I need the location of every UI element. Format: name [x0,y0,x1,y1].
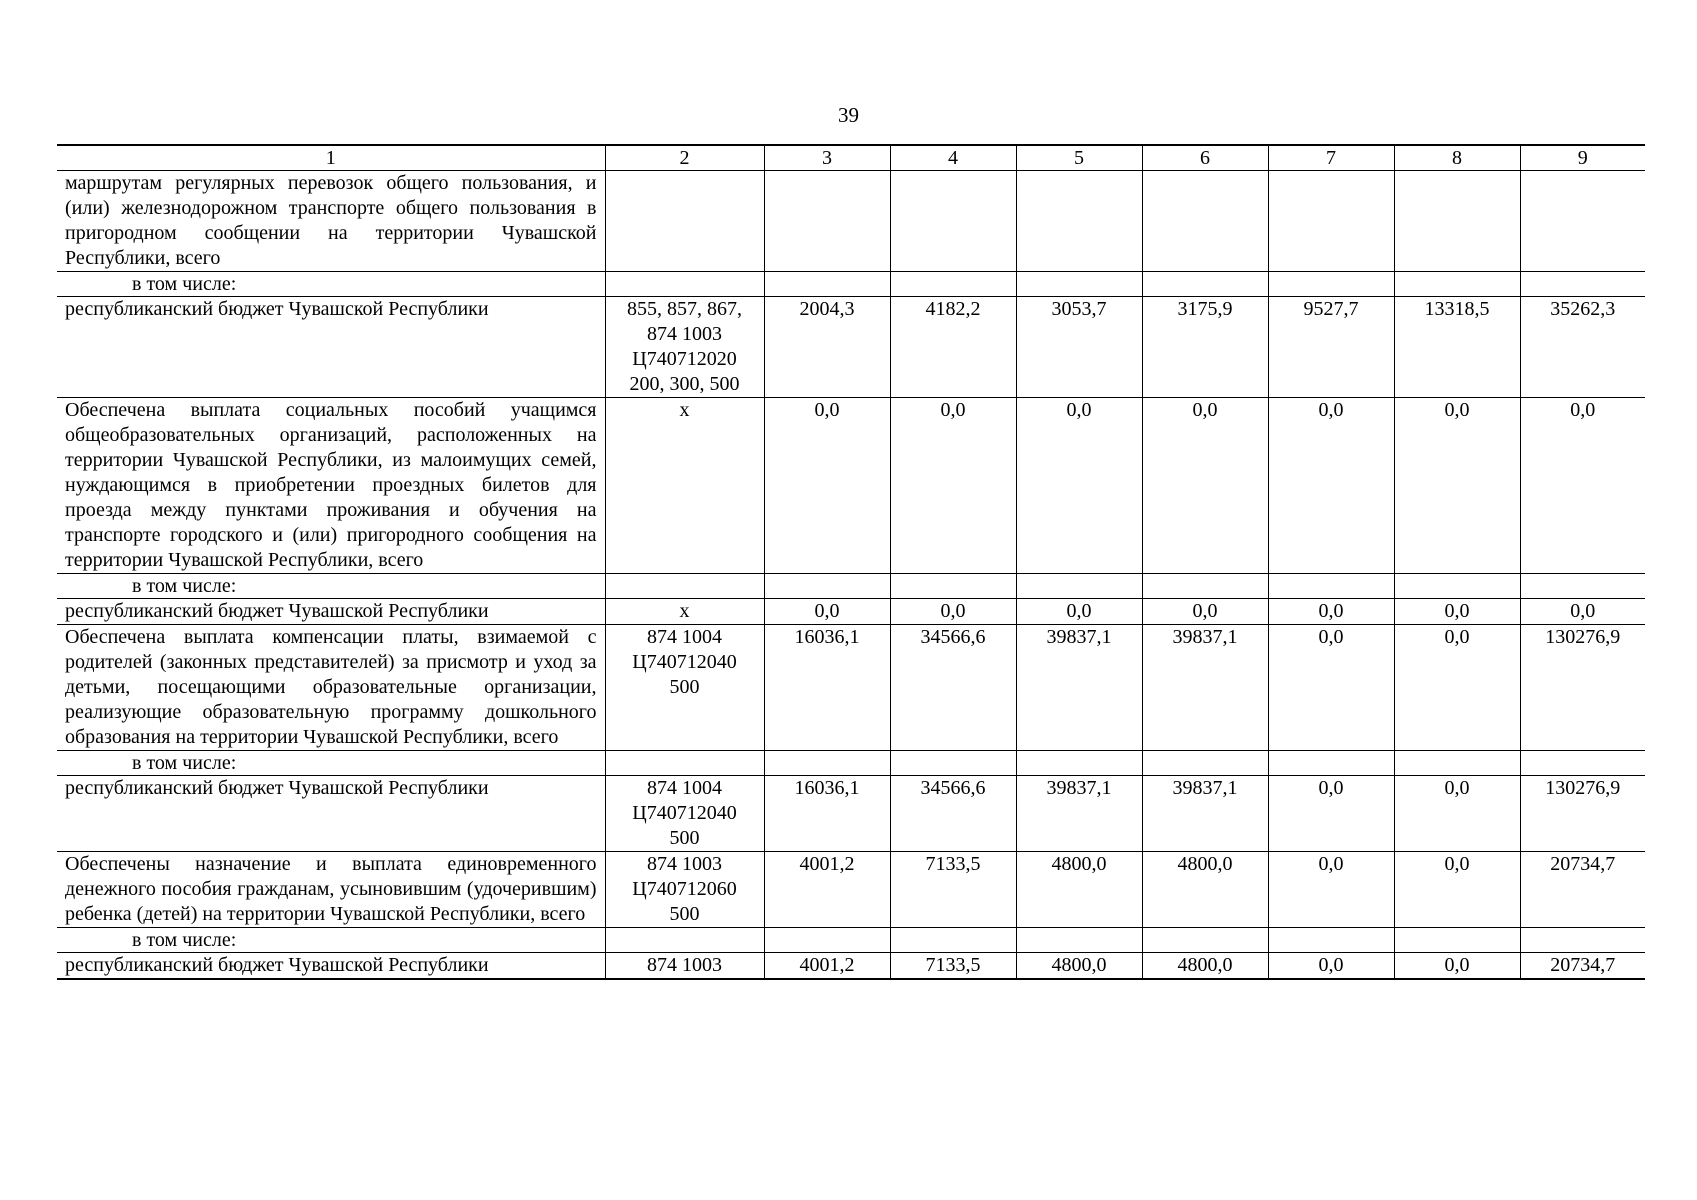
amount-cell: 3175,9 [1142,297,1268,398]
row-description: республиканский бюджет Чувашской Республики [57,297,605,398]
budget-code: 874 1003 [605,953,764,980]
table-row [57,625,1645,751]
amount-cell: 0,0 [764,398,890,574]
amount-cell: 2004,3 [764,297,890,398]
amount-cell [1016,574,1142,599]
amount-cell: 13318,5 [1394,297,1520,398]
amount-cell [1142,574,1268,599]
budget-code: x [605,398,764,574]
row-description: в том числе: [57,751,605,776]
amount-cell: 4800,0 [1016,852,1142,928]
amount-cell [1268,928,1394,953]
amount-cell [1142,272,1268,297]
amount-cell: 0,0 [1016,599,1142,625]
budget-table [57,144,1645,980]
budget-code: 874 1004 Ц740712040 500 [605,776,764,852]
amount-cell [1268,171,1394,272]
amount-cell [1142,928,1268,953]
row-description: в том числе: [57,928,605,953]
amount-cell: 0,0 [1142,599,1268,625]
amount-cell: 0,0 [1394,599,1520,625]
amount-cell: 4800,0 [1142,852,1268,928]
amount-cell: 0,0 [1268,953,1394,980]
amount-cell: 0,0 [1268,599,1394,625]
amount-cell [890,574,1016,599]
amount-cell: 0,0 [1142,398,1268,574]
table-row [57,599,1645,625]
row-description: Обеспечена выплата компенсации платы, взимаемой с родителей (законных представителей) за присмотр и уход за детьми, посещающими образовательные организации, реализующие образовательную программу дошкольного образования на территории Чувашской Республики, всего [57,625,605,751]
amount-cell [1016,171,1142,272]
row-description: в том числе: [57,272,605,297]
budget-code: x [605,599,764,625]
amount-cell: 0,0 [1520,599,1645,625]
amount-cell: 20734,7 [1520,852,1645,928]
budget-code [605,171,764,272]
budget-code [605,574,764,599]
amount-cell: 0,0 [1268,776,1394,852]
amount-cell: 0,0 [1016,398,1142,574]
column-number: 4 [890,145,1016,171]
amount-cell: 9527,7 [1268,297,1394,398]
amount-cell [1520,574,1645,599]
amount-cell [764,272,890,297]
amount-cell: 4182,2 [890,297,1016,398]
amount-cell: 0,0 [1394,953,1520,980]
column-number: 7 [1268,145,1394,171]
amount-cell: 34566,6 [890,625,1016,751]
row-description: республиканский бюджет Чувашской Республики [57,953,605,980]
amount-cell: 7133,5 [890,852,1016,928]
page-number: 39 [838,103,859,127]
amount-cell [1268,751,1394,776]
amount-cell: 0,0 [1520,398,1645,574]
column-number: 5 [1016,145,1142,171]
amount-cell: 0,0 [1268,398,1394,574]
amount-cell: 39837,1 [1016,625,1142,751]
amount-cell [764,171,890,272]
table-row [57,171,1645,272]
amount-cell: 39837,1 [1142,776,1268,852]
amount-cell [764,928,890,953]
column-number: 1 [57,145,605,171]
amount-cell [890,171,1016,272]
budget-code [605,928,764,953]
subtotal-label-row [57,272,1645,297]
budget-code: 855, 857, 867, 874 1003 Ц740712020 200, 300, 500 [605,297,764,398]
column-number: 9 [1520,145,1645,171]
amount-cell: 35262,3 [1520,297,1645,398]
amount-cell: 4001,2 [764,852,890,928]
budget-code [605,272,764,297]
amount-cell [1520,751,1645,776]
table-row [57,398,1645,574]
amount-cell: 4001,2 [764,953,890,980]
row-description: республиканский бюджет Чувашской Республики [57,599,605,625]
column-number: 2 [605,145,764,171]
amount-cell: 130276,9 [1520,625,1645,751]
amount-cell [1268,272,1394,297]
amount-cell: 16036,1 [764,625,890,751]
amount-cell: 20734,7 [1520,953,1645,980]
amount-cell: 34566,6 [890,776,1016,852]
amount-cell: 7133,5 [890,953,1016,980]
table-row [57,852,1645,928]
amount-cell [764,751,890,776]
amount-cell: 4800,0 [1016,953,1142,980]
amount-cell [1016,272,1142,297]
amount-cell [1394,574,1520,599]
amount-cell [764,574,890,599]
amount-cell [1142,751,1268,776]
amount-cell [1520,928,1645,953]
amount-cell: 16036,1 [764,776,890,852]
amount-cell [890,751,1016,776]
amount-cell [1394,928,1520,953]
column-number: 6 [1142,145,1268,171]
subtotal-label-row [57,751,1645,776]
amount-cell [1394,751,1520,776]
amount-cell: 3053,7 [1016,297,1142,398]
subtotal-label-row [57,574,1645,599]
amount-cell: 0,0 [1394,776,1520,852]
amount-cell: 0,0 [1268,625,1394,751]
amount-cell: 130276,9 [1520,776,1645,852]
amount-cell [1142,171,1268,272]
column-number: 8 [1394,145,1520,171]
table-row [57,953,1645,980]
amount-cell: 0,0 [890,599,1016,625]
amount-cell [1520,272,1645,297]
row-description: Обеспечены назначение и выплата единовременного денежного пособия гражданам, усыновившим (удочерившим) ребенка (детей) на территории Чувашской Республики, всего [57,852,605,928]
table-row [57,776,1645,852]
row-description: в том числе: [57,574,605,599]
subtotal-label-row [57,928,1645,953]
budget-code [605,751,764,776]
amount-cell [1394,272,1520,297]
amount-cell [1394,171,1520,272]
column-number: 3 [764,145,890,171]
row-description: маршрутам регулярных перевозок общего пользования, и (или) железнодорожном транспорте общего пользования в пригородном сообщении на территории Чувашской Республики, всего [57,171,605,272]
amount-cell: 0,0 [890,398,1016,574]
table-row [57,297,1645,398]
budget-code: 874 1004 Ц740712040 500 [605,625,764,751]
amount-cell: 0,0 [1394,852,1520,928]
amount-cell [890,928,1016,953]
amount-cell: 4800,0 [1142,953,1268,980]
amount-cell: 0,0 [764,599,890,625]
budget-code: 874 1003 Ц740712060 500 [605,852,764,928]
amount-cell: 0,0 [1394,398,1520,574]
amount-cell [1520,171,1645,272]
amount-cell [890,272,1016,297]
amount-cell: 39837,1 [1016,776,1142,852]
amount-cell [1016,928,1142,953]
column-number-row [57,145,1645,171]
amount-cell: 0,0 [1268,852,1394,928]
amount-cell [1268,574,1394,599]
amount-cell: 0,0 [1394,625,1520,751]
row-description: Обеспечена выплата социальных пособий учащимся общеобразовательных организаций, расположенных на территории Чувашской Республики, из малоимущих семей, нуждающимся в приобретении проездных билетов для проезда между пунктами проживания и обучения на транспорте городского и (или) пригородного сообщения на территории Чувашской Республики, всего [57,398,605,574]
amount-cell [1016,751,1142,776]
amount-cell: 39837,1 [1142,625,1268,751]
row-description: республиканский бюджет Чувашской Республики [57,776,605,852]
